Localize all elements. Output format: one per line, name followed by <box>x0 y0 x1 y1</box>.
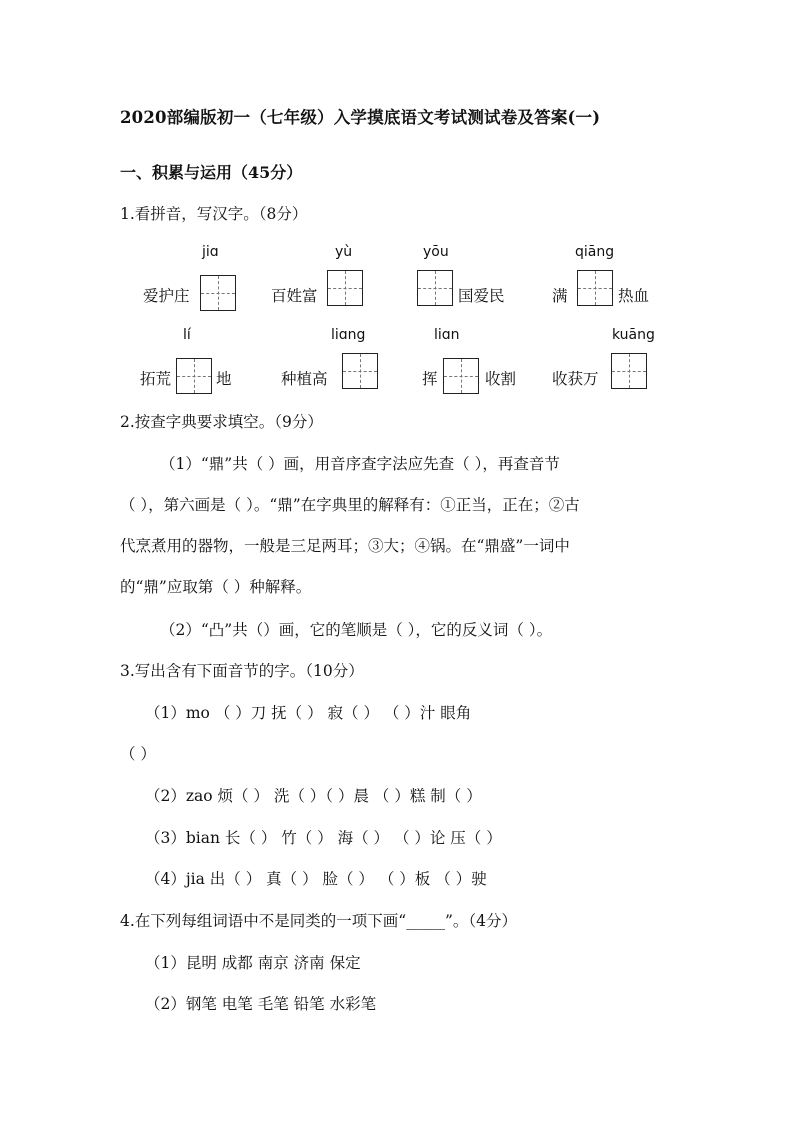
pinyin-you: yōu <box>423 244 449 260</box>
question-3-line1-cont: （ ） <box>120 745 156 763</box>
pinyin-li: lí <box>183 327 191 343</box>
section-heading: 一、积累与运用（45分） <box>120 163 303 182</box>
question-2-part1-line4: 的“鼎”应取第（ ）种解释。 <box>120 578 312 596</box>
writing-box-4[interactable] <box>577 270 613 306</box>
question-4-line2: （2）钢笔 电笔 毛笔 铅笔 水彩笔 <box>145 995 377 1013</box>
page-title: 2020部编版初一（七年级）入学摸底语文考试测试卷及答案(一) <box>120 108 601 127</box>
pinyin-qiang: qiāng <box>575 244 615 260</box>
word-after-7: 收割 <box>485 370 517 388</box>
word-before-7: 挥 <box>422 370 438 388</box>
word-before-2: 百姓富 <box>271 287 318 305</box>
question-3-stem: 3.写出含有下面音节的字。（10分） <box>120 662 364 680</box>
question-3-line1: （1）mo （ ）刀 抚（ ） 寂（ ） （ ）汁 眼角 <box>145 704 472 722</box>
pinyin-jia: jiɑ <box>202 244 219 260</box>
word-before-6: 种植高 <box>281 370 328 388</box>
writing-box-5[interactable] <box>176 358 212 394</box>
word-before-5: 拓荒 <box>140 370 172 388</box>
word-before-8: 收获万 <box>552 370 599 388</box>
question-3-line3: （3）bian 长（ ） 竹（ ） 海（ ） （ ）论 压（ ） <box>145 829 502 847</box>
pinyin-yu: yù <box>335 244 353 260</box>
question-1-stem: 1.看拼音，写汉字。（8分） <box>120 205 308 223</box>
question-2-stem: 2.按查字典要求填空。（9分） <box>120 413 323 431</box>
question-2-part1-line2: （ ），第六画是（ ）。“鼎”在字典里的解释有：①正当，正在；②古 <box>120 496 580 514</box>
question-3-line4: （4）jia 出（ ） 真（ ） 脸（ ） （ ）板 （ ）驶 <box>145 870 487 888</box>
question-2-part2: （2）“凸”共（）画，它的笔顺是（ ），它的反义词（ ）。 <box>160 621 553 639</box>
writing-box-3[interactable] <box>417 270 453 306</box>
writing-box-2[interactable] <box>327 270 363 306</box>
writing-box-6[interactable] <box>342 353 378 389</box>
word-after-5: 地 <box>216 370 232 388</box>
question-4-line1: （1）昆明 成都 南京 济南 保定 <box>145 954 361 972</box>
question-2-part1-line3: 代烹煮用的器物，一般是三足两耳；③大；④锅。在“鼎盛”一词中 <box>120 537 570 555</box>
pinyin-kuang: kuāng <box>612 327 655 343</box>
word-before-1: 爱护庄 <box>143 287 190 305</box>
writing-box-7[interactable] <box>443 358 479 394</box>
word-after-4: 热血 <box>618 287 650 305</box>
question-4-stem: 4.在下列每组词语中不是同类的一项下画“_____”。（4分） <box>120 912 517 930</box>
pinyin-lian: liɑn <box>434 327 460 343</box>
word-before-4: 满 <box>552 287 568 305</box>
writing-box-1[interactable] <box>200 275 236 311</box>
question-3-line2: （2）zao 烦（ ） 洗（ ）（ ）晨 （ ）糕 制（ ） <box>145 787 482 805</box>
word-after-3: 国爱民 <box>458 287 505 305</box>
pinyin-liang: liɑng <box>331 327 366 343</box>
writing-box-8[interactable] <box>611 353 647 389</box>
question-2-part1-line1: （1）“鼎”共（ ）画，用音序查字法应先查（ ），再查音节 <box>160 455 560 473</box>
